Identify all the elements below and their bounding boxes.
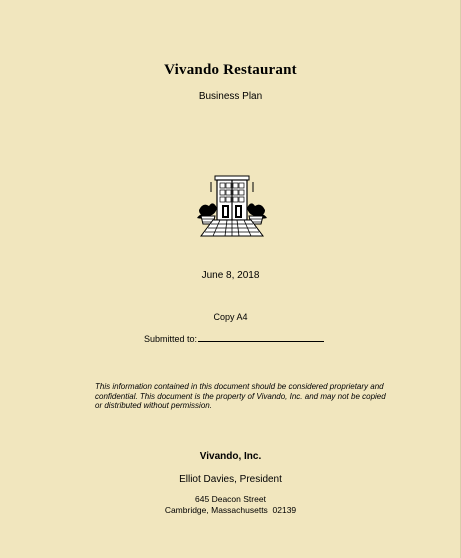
document-date: June 8, 2018 (201, 270, 260, 281)
copy-number: Copy A4 (213, 312, 248, 322)
submitted-to-field (144, 332, 324, 344)
president-name: Elliot Davies, President (179, 474, 282, 485)
address-street: 645 Deacon Street (195, 494, 266, 504)
document-subtitle: Business Plan (198, 91, 263, 102)
confidentiality-disclaimer: This information contained in this document should be considered proprietary and confidential. This document is the property of Vivando, Inc. and may not be copied or distributed without permission. (95, 382, 386, 410)
restaurant-entrance-icon (193, 172, 271, 240)
document-title: Vivando Restaurant (164, 62, 297, 78)
company-name: Vivando, Inc. (199, 451, 262, 462)
address-city: Cambridge, Massachusetts 02139 (164, 505, 297, 515)
submitted-to-blank-line (198, 332, 324, 342)
submitted-to-label: Submitted to: (144, 334, 198, 344)
